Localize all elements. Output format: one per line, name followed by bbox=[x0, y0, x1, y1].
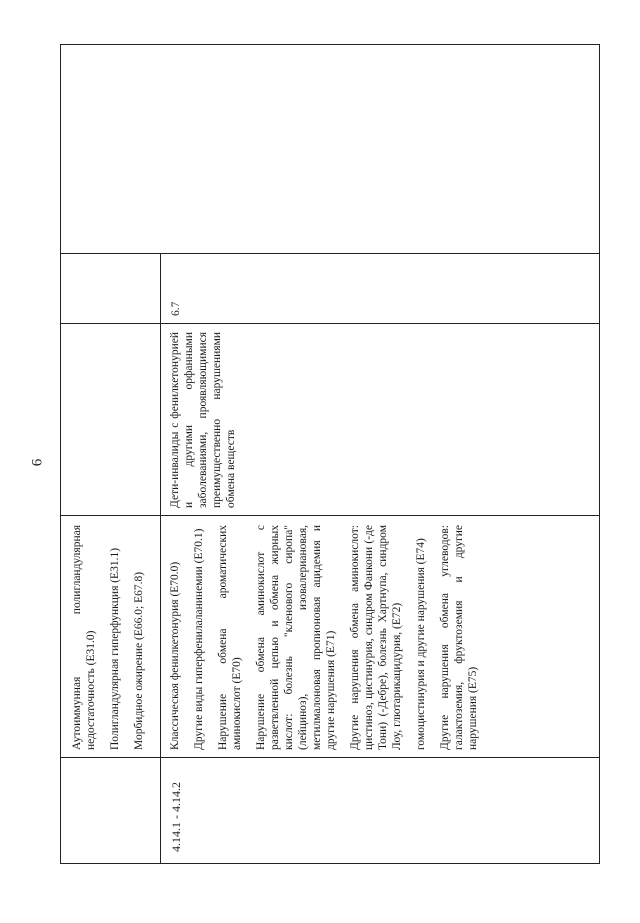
disease-item: Полигландулярная гиперфункция (E31.1) bbox=[109, 547, 122, 750]
table-border-top bbox=[60, 44, 61, 864]
disease-list-main bbox=[168, 525, 490, 750]
disease-item: Морбидное ожирение (E66.0; E67.8) bbox=[133, 571, 146, 750]
disease-item: Аутоиммунная полигландулярная недостаточность (E31.0) bbox=[71, 525, 98, 750]
column-divider bbox=[60, 757, 600, 758]
disease-item: Нарушение обмена ароматических аминокислот (E70) bbox=[217, 525, 244, 750]
disease-item: Другие виды гиперфенилаланинемии (E70.1) bbox=[193, 528, 206, 750]
row-divider bbox=[160, 254, 161, 864]
disease-item: Нарушение обмена аминокислот с разветвленной цепью и обмена жирных кислот: болезнь "кленового сиропа" (лейциноз), изовалериановая, метилмалоновая пропионовая ацидемия и другие нарушения (E71) bbox=[255, 525, 338, 750]
row-code: 4.14.1 - 4.14.2 bbox=[169, 782, 183, 852]
page-number: 6 bbox=[29, 458, 46, 467]
table bbox=[60, 44, 600, 864]
disease-item: Другие нарушения обмена аминокислот: цистиноз, цистинурия, синдром Фанкони (-де Тони) (-Дебре), болезнь Хартнупа, синдром Лоу, глютарикацидурия, (E72) bbox=[349, 525, 404, 750]
column-divider bbox=[60, 515, 600, 516]
table-border-bottom bbox=[599, 44, 600, 864]
column-divider bbox=[60, 253, 600, 254]
row-value: 6.7 bbox=[170, 301, 182, 316]
patient-category bbox=[168, 332, 248, 508]
rotated-table-area bbox=[60, 44, 600, 864]
disease-item: Классическая фенилкетонурия (E70.0) bbox=[169, 561, 181, 750]
column-divider bbox=[60, 323, 600, 324]
disease-item: Другие нарушения обмена углеводов: галактоземия, фруктоземия и другие нарушения (E75) bbox=[439, 525, 480, 750]
table-border-right bbox=[60, 44, 600, 45]
table-border-left bbox=[60, 863, 600, 864]
disease-list-prev bbox=[70, 525, 156, 750]
patient-category-text: Дети-инвалиды с фенилкетонурией и другими орфанными заболеваниями, проявляющимися преимущественно нарушениями обмена веществ bbox=[169, 332, 238, 508]
disease-item: гомоцистинурия и другие нарушения (E74) bbox=[415, 538, 428, 750]
